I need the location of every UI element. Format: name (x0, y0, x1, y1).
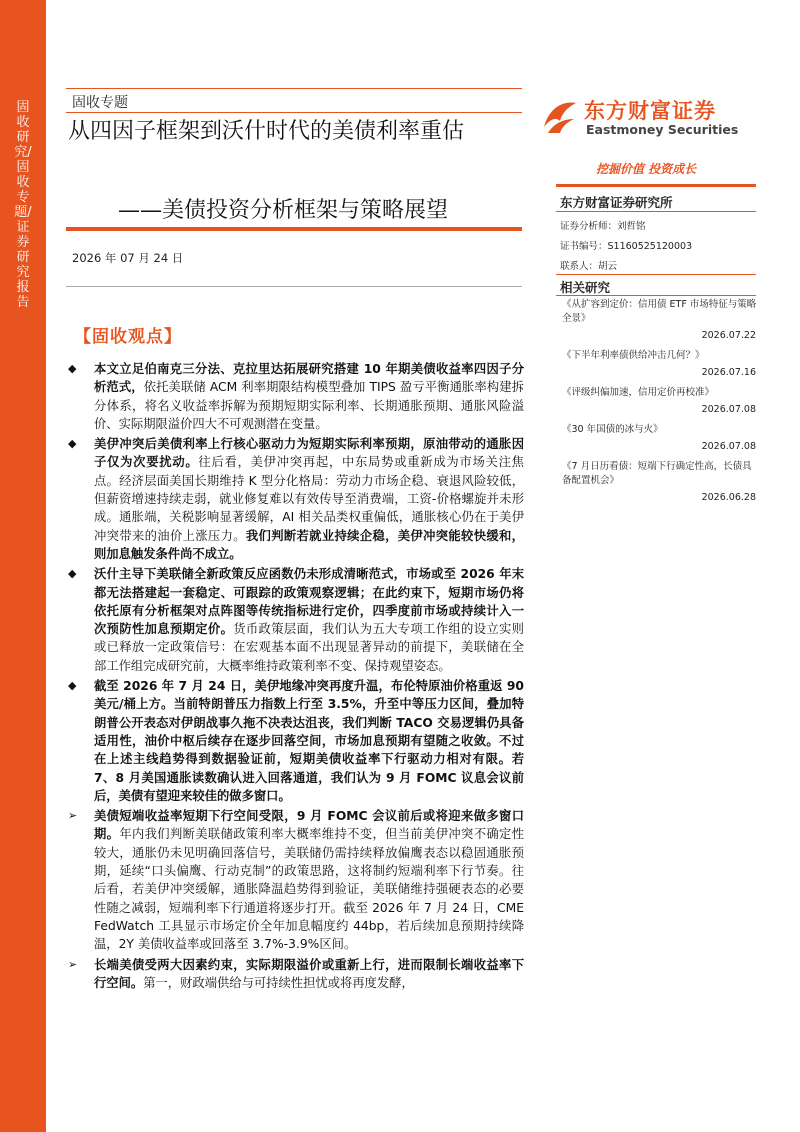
viewpoint-item (64, 677, 524, 805)
brand-logo (540, 95, 740, 141)
viewpoint-item (64, 956, 524, 993)
viewpoints-body (64, 360, 524, 992)
report-date: 2026 年 07 月 24 日 (72, 251, 184, 265)
related-date: 2026.07.08 (701, 441, 756, 452)
viewpoint-bold: 截至 2026 年 7 月 24 日，美伊地缘冲突再度升温，布伦特原油价格重返 90 美元/桶上方。当前特朗普压力指数上行至 3.5%，升至中等压力区间，叠加特朗普公开表态对伊朗战事久拖不决表达沮丧，我们判断 TACO 交易逻辑仍具备适用性，油价中枢后续存在逐步回落空间，市场加息预期有望随之收敛。不过在上述主线趋势得到数据验证前，短期美债收益率下行驱动力相对有限。若 7、8 月美国通胀读数确认进入回落通道，我们认为 9 月 FOMC 议息会议前后，美债有望迎来较佳的做多窗口。 (94, 679, 524, 803)
report-title: 从四因子框架到沃什时代的美债利率重估 (68, 119, 465, 144)
side-category-label: 固收研究/固收专题/证券研究报告 (14, 100, 32, 310)
viewpoint-text: 第一，财政端供给与可持续性担忧或将再度发酵， (143, 975, 414, 990)
viewpoint-text: 年内我们判断美联储政策利率大概率维持不变，但当前美伊冲突不确定性较大，通胀仍未见明确回落信号，美联储仍需持续释放偏鹰表态以稳固通胀预期，延续“口头偏鹰、行动克制”的政策思路，这将制约短端利率下行节奏。往后看，若美伊冲突缓解，通胀降温趋势得到验证，美联储维持强硬表态的必要性随之减弱，短端利率下行通道将逐步打开。截至 2026 年 7 月 24 日，CME FedWatch 工具显示市场定价全年加息幅度约 44bp，若后续加息预期持续降温，2Y 美债收益率或回落至 3.7%-3.9%区间。 (94, 827, 524, 952)
diamond-bullet-icon: ◆ (68, 567, 77, 581)
related-date: 2026.07.16 (701, 367, 756, 378)
title-rule-mid (66, 112, 522, 113)
arrow-bullet-icon: ➢ (68, 809, 78, 823)
viewpoint-item (64, 435, 524, 563)
right-rule-top (556, 184, 756, 187)
related-list (562, 298, 758, 511)
related-item[interactable] (562, 386, 758, 417)
right-rule-related-top (556, 274, 756, 275)
related-title: 《下半年利率债供给冲击几何？》 (562, 350, 705, 361)
related-title: 《7 月日历看债：短端下行确定性高，长债具备配置机会》 (562, 461, 752, 486)
related-date: 2026.06.28 (701, 492, 756, 503)
brand-slogan: 挖掘价值 投资成长 (596, 162, 697, 176)
report-category: 固收专题 (72, 95, 128, 111)
title-rule-bottom (66, 227, 522, 231)
brand-name-cn: 东方财富证券 (584, 99, 716, 123)
related-item[interactable] (562, 460, 758, 505)
report-subtitle: ——美债投资分析框架与策略展望 (118, 198, 449, 223)
related-date: 2026.07.08 (701, 404, 756, 415)
viewpoint-bold: 美伊冲突后美债利率上行核心驱动力为短期实际利率预期，原油带动的通胀因子仅为次要扰动。 (94, 437, 524, 470)
brand-name-en: Eastmoney Securities (586, 122, 739, 137)
viewpoint-text: 货币政策层面，我们认为五大专项工作组的设立实则或已释放一定政策信号：在宏观基本面不出现显著异动的前提下，美联储在全部工作组完成研究前，大概率维持政策利率不变、保持观望姿态。 (94, 622, 524, 673)
analyst-name: 证券分析师：刘哲铭 (560, 221, 646, 232)
related-heading: 相关研究 (560, 280, 611, 295)
viewpoint-bold: 长端美债受两大因素约束，实际期限溢价或重新上行，进而限制长端收益率下行空间。 (94, 957, 524, 990)
diamond-bullet-icon: ◆ (68, 362, 77, 375)
related-item[interactable] (562, 298, 758, 343)
side-bar (0, 0, 46, 1132)
arrow-bullet-icon: ➢ (68, 957, 78, 971)
right-rule-inst (556, 211, 756, 212)
diamond-bullet-icon: ◆ (68, 679, 77, 693)
viewpoint-item (64, 565, 524, 675)
institute-name: 东方财富证券研究所 (560, 195, 673, 210)
related-title: 《从扩容到定价：信用债 ETF 市场特征与策略全景》 (562, 299, 757, 324)
viewpoint-item (64, 360, 524, 433)
title-rule-top (66, 88, 522, 89)
related-title: 《30 年国债的冰与火》 (562, 424, 663, 435)
viewpoint-bold-end: 我们判断若就业持续企稳，美伊冲突能较快缓和，则加息触发条件尚不成立。 (94, 528, 524, 561)
viewpoint-bold: 美债短端收益率短期下行空间受限，9 月 FOMC 会议前后或将迎来做多窗口期。 (94, 809, 524, 842)
date-rule (66, 286, 522, 287)
eastmoney-logo-icon (540, 97, 580, 137)
right-rule-related (556, 295, 756, 296)
contact-name: 联系人：胡云 (560, 261, 618, 272)
related-item[interactable] (562, 423, 758, 454)
related-date: 2026.07.22 (701, 330, 756, 341)
viewpoint-item (64, 807, 524, 953)
cert-number: 证书编号：S1160525120003 (560, 241, 693, 252)
viewpoint-text: 往后看，美伊冲突再起，中东局势或重新成为市场关注焦点。经济层面美国长期维持 K 型分化格局：劳动力市场企稳、衰退风险较低，但薪资增速持续走弱，就业修复难以有效传导至消费端，工资-价格螺旋并未形成。通胀端，关税影响显著缓解，AI 相关品类权重偏低，通胀核心仍在于美伊冲突带来的油价上涨压力。 (94, 455, 524, 543)
viewpoint-bold: 本文立足伯南克三分法、克拉里达拓展研究搭建 10 年期美债收益率四因子分析范式， (94, 362, 524, 395)
section-title: 【固收观点】 (74, 327, 182, 347)
viewpoint-bold: 沃什主导下美联储全新政策反应函数仍未形成清晰范式，市场或至 2026 年末都无法搭建起一套稳定、可跟踪的政策观察逻辑；在此约束下，短期市场仍将依托原有分析框架对点阵图等传统指标进行定价，四季度前市场或持续计入一次预防性加息预期定价。 (94, 567, 524, 637)
diamond-bullet-icon: ◆ (68, 437, 77, 451)
viewpoint-text: 依托美联储 ACM 利率期限结构模型叠加 TIPS 盈亏平衡通胀率构建拆分体系，将名义收益率拆解为预期短期实际利率、长期通胀预期、通胀风险溢价、实际期限溢价四大不可观测潜在变量。 (94, 380, 524, 431)
related-title: 《评级纠偏加速，信用定价再校准》 (562, 387, 715, 398)
related-item[interactable] (562, 349, 758, 380)
